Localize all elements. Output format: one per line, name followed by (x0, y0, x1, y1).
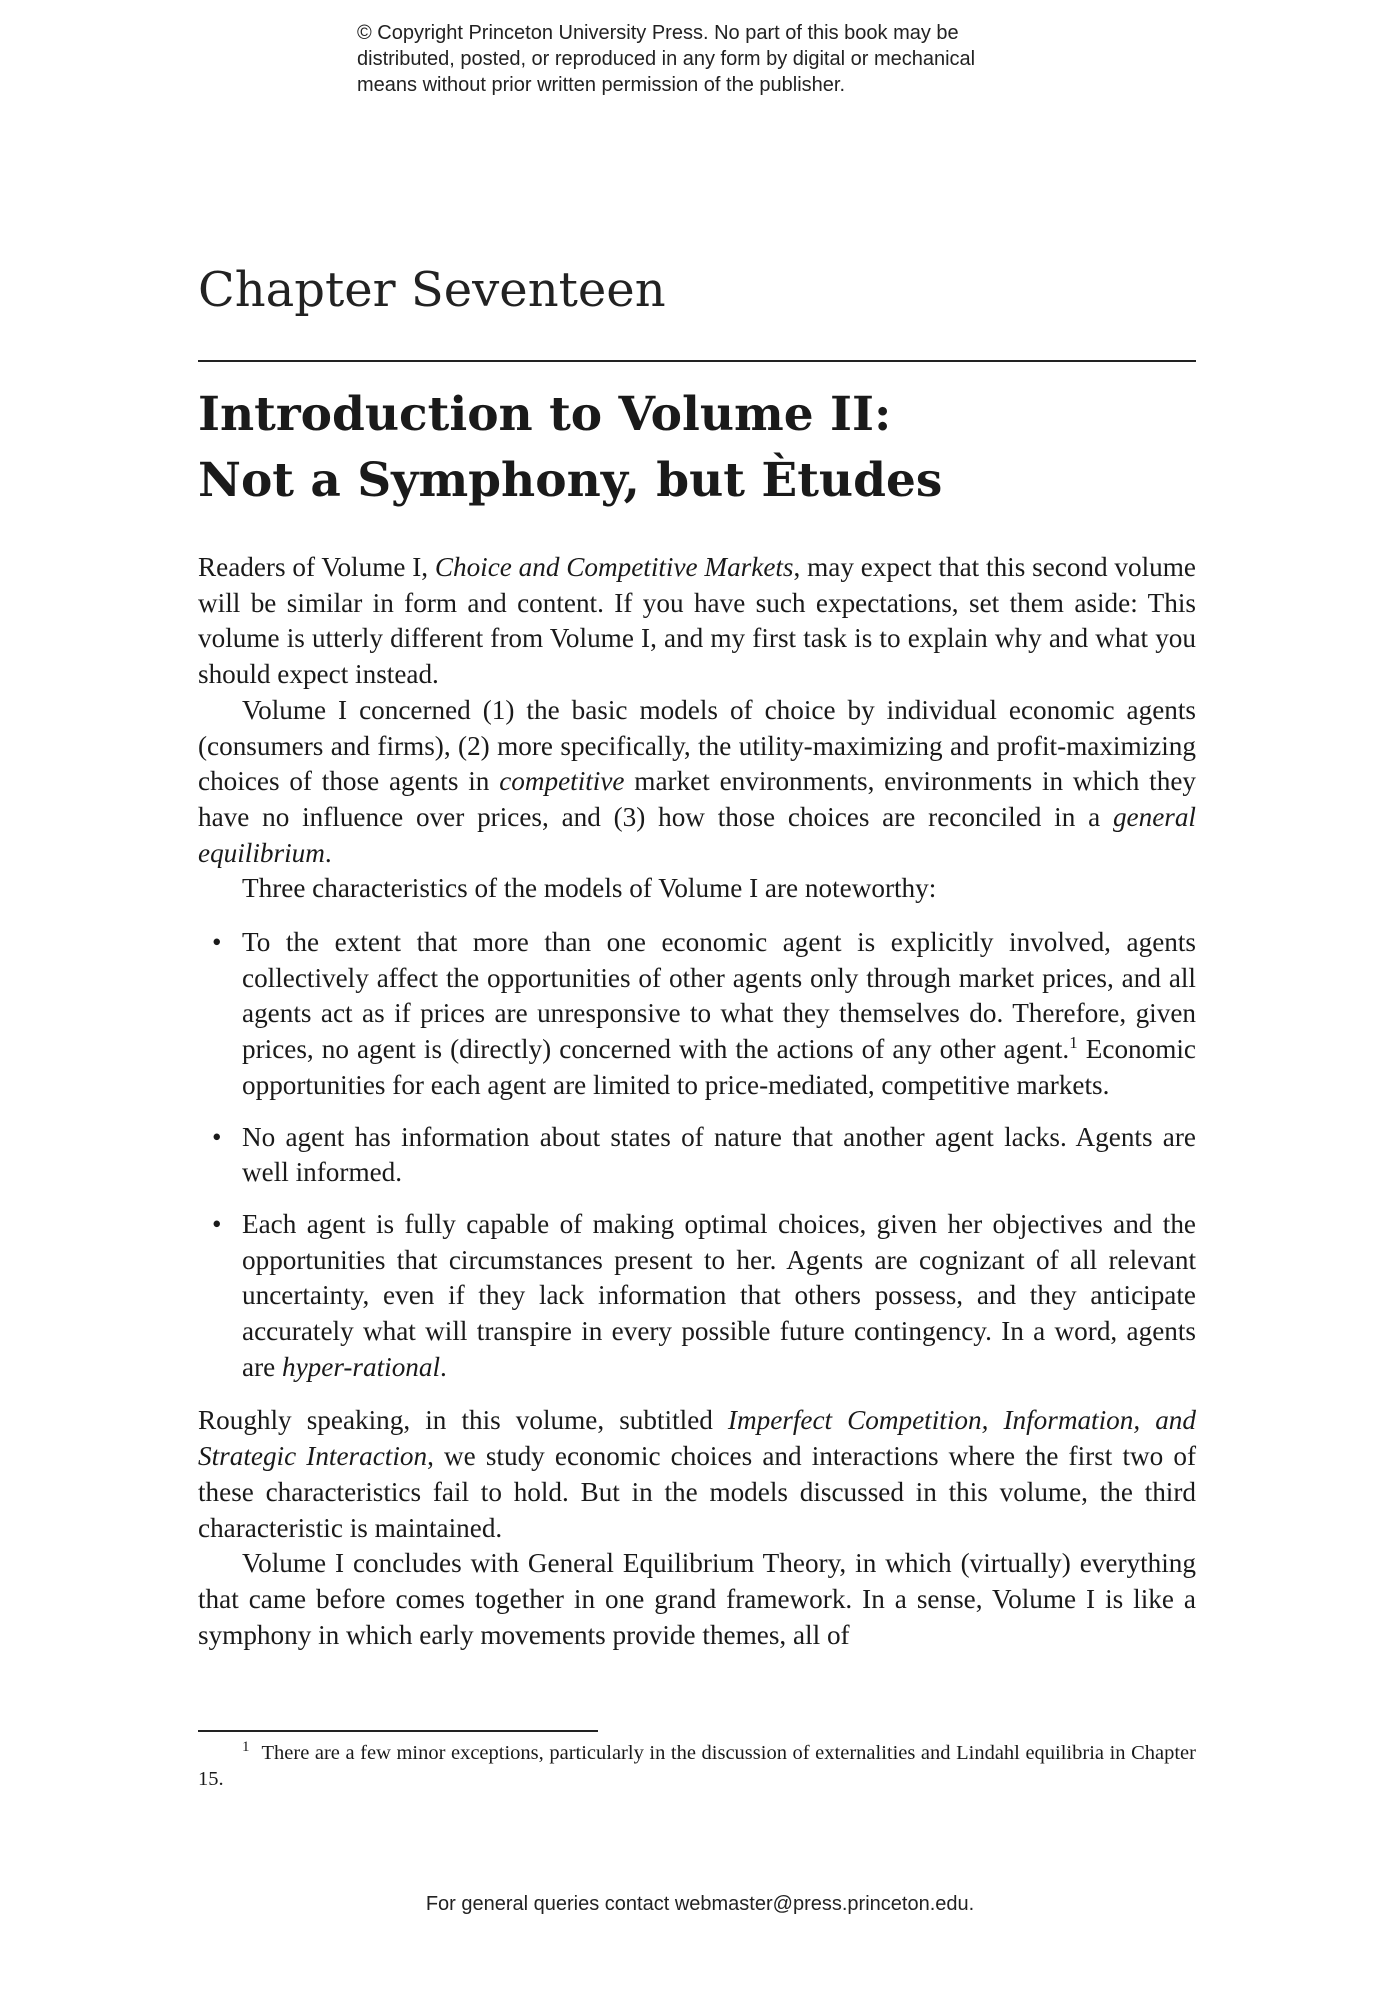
list-item (198, 925, 1196, 1104)
copyright-notice (357, 20, 1077, 98)
body-text (198, 550, 1196, 1653)
book-title-italic: Choice and Competitive Markets (434, 552, 794, 582)
italic-term: hyper-rational (282, 1351, 441, 1382)
footnote (198, 1740, 1196, 1792)
chapter-title-line: Introduction to Volume II: (198, 387, 892, 442)
footnote-mark: 1 (242, 1739, 250, 1756)
text-span: Each agent is fully capable of making optimal choices, given her objectives and the opportunities that circumstances present to her. Agents are cognizant of all relevant uncertainty, even if they lack information that others possess, and they anticipate accurately what will transpire in every possible future contingency. In a word, agents are (242, 1208, 1196, 1382)
text-span: market environments, environments in which they have no influence over prices, and (3) how those choices are reconciled in a (198, 766, 1196, 832)
paragraph-2 (198, 693, 1196, 872)
bullet-icon: • (212, 1121, 222, 1152)
chapter-rule-divider (198, 360, 1196, 362)
text-span: , we study economic choices and interactions where the first two of these characteristics fail to hold. But in the models discussed in this volume, the third characteristic is maintained. (198, 1441, 1196, 1543)
paragraph-1 (198, 550, 1196, 693)
text-span: , may expect that this second volume will be similar in form and content. If you have such expectations, set them aside: This volume is utterly different from Volume I, and my first task is to explain why and what you should expect instead. (198, 552, 1196, 690)
text-span: Volume I concerned (1) the basic models of choice by individual economic agents (consumers and firms), (2) more specifically, the utility-maximizing and profit-maximizing choices of those agents in (198, 694, 1196, 797)
list-item (198, 1120, 1196, 1191)
text-span: . (324, 837, 332, 868)
list-item (198, 1207, 1196, 1386)
copyright-line: © Copyright Princeton University Press. No part of this book may be (357, 22, 959, 44)
paragraph-4 (198, 1403, 1196, 1546)
copyright-line: distributed, posted, or reproduced in any form by digital or mechanical (357, 48, 976, 70)
footnote-text: There are a few minor exceptions, particularly in the discussion of externalities and Lindahl equilibria in Chapter 15. (198, 1742, 1196, 1790)
italic-term: general equilibrium (198, 801, 1196, 868)
chapter-title-line: Not a Symphony, but Ètudes (198, 453, 943, 508)
paragraph-5: Volume I concludes with General Equilibrium Theory, in which (virtually) everything that came before comes together in one grand framework. In a sense, Volume I is like a symphony in which early movements provide themes, all of (198, 1548, 1196, 1650)
footnote-rule-divider (198, 1730, 598, 1732)
paragraph-3: Three characteristics of the models of Volume I are noteworthy: (242, 873, 937, 904)
italic-term: competitive (499, 766, 625, 797)
text-span: Roughly speaking, in this volume, subtitled (198, 1405, 728, 1436)
chapter-label: Chapter Seventeen (198, 262, 666, 318)
text-span: Readers of Volume I, (198, 552, 435, 582)
text-span: . (440, 1351, 447, 1382)
characteristics-list (198, 925, 1196, 1385)
bullet-icon: • (212, 927, 222, 958)
chapter-title (198, 382, 942, 514)
copyright-line: means without prior written permission of the publisher. (357, 74, 846, 96)
text-span: Economic opportunities for each agent are limited to price-mediated, competitive markets. (242, 1034, 1196, 1100)
contact-footer: For general queries contact webmaster@press.princeton.edu. (425, 1893, 975, 1915)
text-span: To the extent that more than one economic agent is explicitly involved, agents collectively affect the opportunities of other agents only through market prices, and all agents act as if prices are unresponsive to what they themselves do. Therefore, given prices, no agent is (directly) concerned with the actions of any other agent. (242, 927, 1196, 1065)
bullet-icon: • (212, 1208, 222, 1239)
footnote-ref[interactable]: 1 (1069, 1033, 1078, 1053)
text-span: No agent has information about states of nature that another agent lacks. Agents are well informed. (242, 1121, 1196, 1188)
subtitle-italic: Imperfect Competition, Information, and Strategic Interaction (198, 1405, 1196, 1472)
